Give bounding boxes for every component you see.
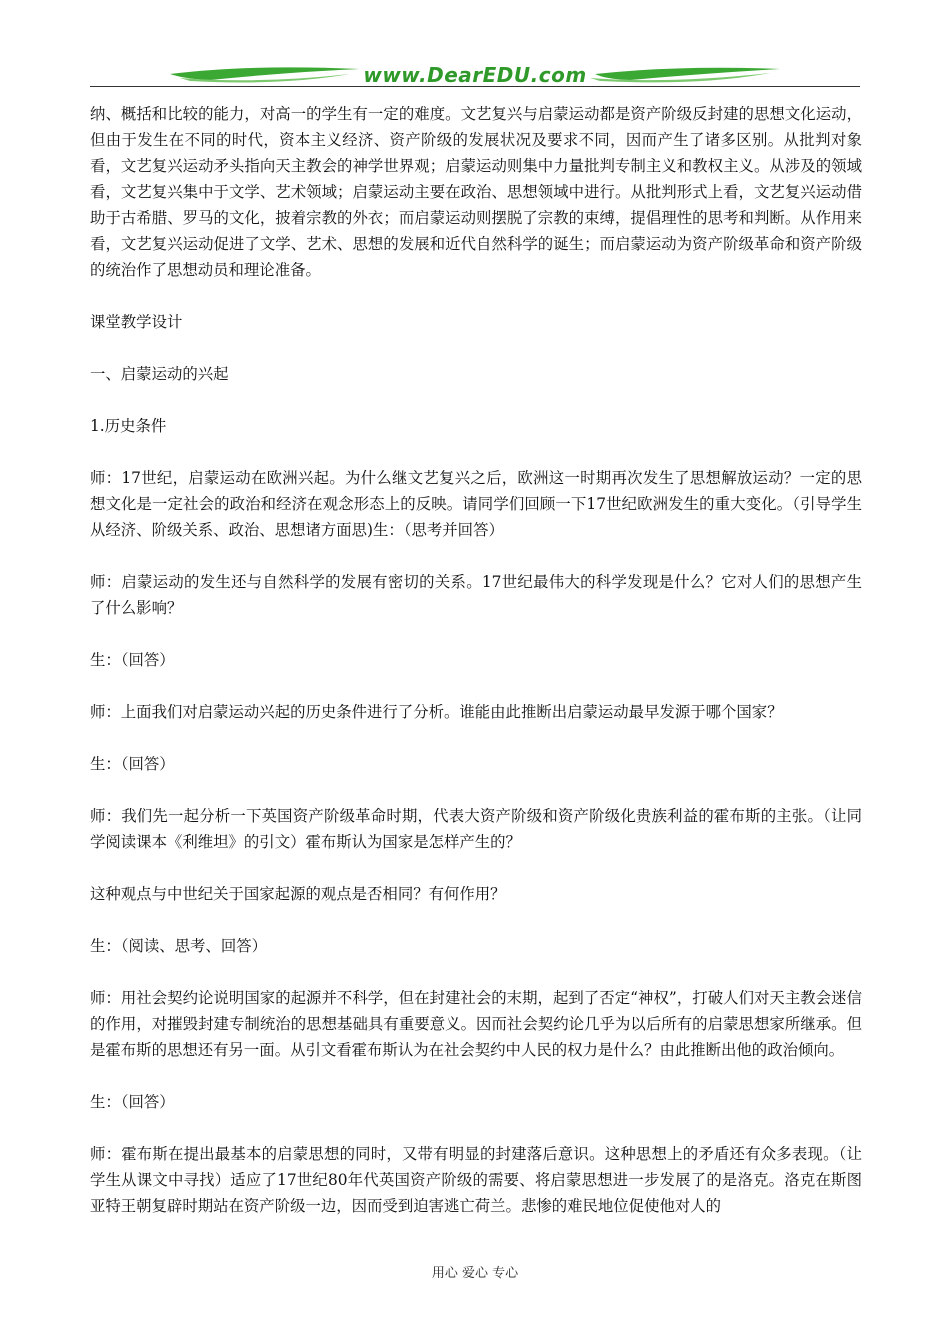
paragraph: 师：上面我们对启蒙运动兴起的历史条件进行了分析。谁能由此推断出启蒙运动最早发源于哪个国家？ bbox=[90, 703, 783, 721]
document-body bbox=[90, 101, 862, 1219]
paragraph: 师：17世纪，启蒙运动在欧洲兴起。为什么继文艺复兴之后，欧洲这一时期再次发生了思想解放运动？一定的思想文化是一定社会的政治和经济在观念形态上的反映。请同学们回顾一下17世纪欧洲发生的重大变化。（引导学生从经济、阶级关系、政治、思想诸方面思)生：（思考并回答） bbox=[90, 469, 862, 539]
paragraph: 生：（回答） bbox=[90, 1093, 175, 1111]
paragraph: 师：我们先一起分析一下英国资产阶级革命时期，代表大资产阶级和资产阶级化贵族利益的霍布斯的主张。（让同学阅读课本《利维坦》的引文）霍布斯认为国家是怎样产生的？ bbox=[90, 807, 862, 851]
subsubsection-heading: 1.历史条件 bbox=[90, 417, 167, 435]
header-divider bbox=[90, 86, 860, 87]
paragraph: 这种观点与中世纪关于国家起源的观点是否相同？有何作用？ bbox=[90, 885, 506, 903]
section-heading: 课堂教学设计 bbox=[90, 313, 183, 331]
page-footer: 用心 爱心 专心 bbox=[431, 1266, 519, 1281]
paragraph: 师：用社会契约论说明国家的起源并不科学，但在封建社会的末期，起到了否定“神权”，打破人们对天主教会迷信的作用，对摧毁封建专制统治的思想基础具有重要意义。因而社会契约论几乎为以后所有的启蒙思想家所继承。但是霍布斯的思想还有另一面。从引文看霍布斯认为在社会契约中人民的权力是什么？由此推断出他的政治倾向。 bbox=[90, 989, 862, 1059]
site-logo-text[interactable]: www.DearEDU.com bbox=[363, 63, 587, 87]
paragraph-intro: 纳、概括和比较的能力，对高一的学生有一定的难度。文艺复兴与启蒙运动都是资产阶级反封建的思想文化运动，但由于发生在不同的时代，资本主义经济、资产阶级的发展状况及要求不同，因而产生了诸多区别。从批判对象看，文艺复兴运动矛头指向天主教会的神学世界观；启蒙运动则集中力量批判专制主义和教权主义。从涉及的领域看，文艺复兴集中于文学、艺术领域；启蒙运动主要在政治、思想领域中进行。从批判形式上看，文艺复兴运动借助于古希腊、罗马的文化，披着宗教的外衣；而启蒙运动则摆脱了宗教的束缚，提倡理性的思考和判断。从作用来看，文艺复兴运动促进了文学、艺术、思想的发展和近代自然科学的诞生；而启蒙运动为资产阶级革命和资产阶级的统治作了思想动员和理论准备。 bbox=[90, 105, 862, 279]
paragraph: 生：（回答） bbox=[90, 651, 175, 669]
paragraph: 师：启蒙运动的发生还与自然科学的发展有密切的关系。17世纪最伟大的科学发现是什么？它对人们的思想产生了什么影响？ bbox=[90, 573, 862, 617]
subsection-heading: 一、启蒙运动的兴起 bbox=[90, 365, 229, 383]
paragraph: 生：（阅读、思考、回答） bbox=[90, 937, 267, 955]
paragraph: 生：（回答） bbox=[90, 755, 175, 773]
paragraph: 师：霍布斯在提出最基本的启蒙思想的同时，又带有明显的封建落后意识。这种思想上的矛盾还有众多表现。（让学生从课文中寻找）适应了17世纪80年代英国资产阶级的需要、将启蒙思想进一步发展了的是洛克。洛克在斯图亚特王朝复辟时期站在资产阶级一边，因而受到迫害逃亡荷兰。悲惨的难民地位促使他对人的 bbox=[90, 1145, 862, 1215]
